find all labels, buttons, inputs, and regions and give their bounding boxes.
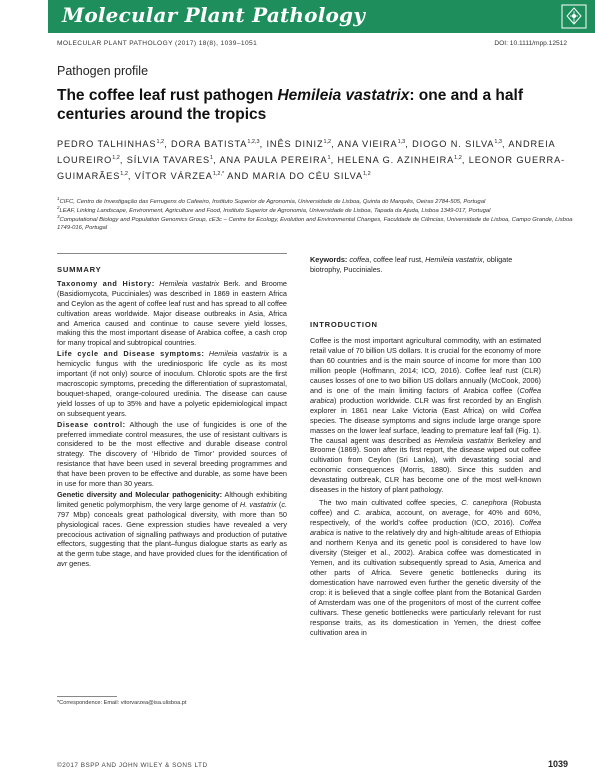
- summary-genetic: Genetic diversity and Molecular pathogenicity: Although exhibiting limited genetic polymorphism, the very large genome of H. vastatrix (c. 797 Mbp) conceals great pathological diversity, with more than 50 physiological races. Gene expression studies have revealed a very precocious activation of signalling pathways and production of putative effectors, suggesting that the plant–fungus dialogue starts as early as at the germ tube stage, and have provided clues for the identification of avr genes.: [57, 489, 287, 569]
- author-name: ANA PAULA PEREIRA$^1$: [219, 155, 331, 166]
- journal-citation: MOLECULAR PLANT PATHOLOGY (2017) 18(8), 1039–1051: [57, 40, 258, 47]
- author-name: ANDREIA LOUREIRO$^{1,2}$: [57, 139, 556, 166]
- journal-logo-icon: [561, 4, 587, 29]
- affiliation-3: $^3$Computational Biology and Population Genomics Group, cE3c – Centre for Ecology, Evolution and Environmental Changes, Faculdade de Ciências, Universidade de Lisboa, Campo Grande, Lisboa 1749-016, Portugal: [57, 214, 573, 232]
- author-name: DIOGO N. SILVA$^{1,3}$: [412, 139, 502, 150]
- summary-control: Disease control: Although the use of fungicides is one of the preferred immediate control measures, the use of resistant cultivars is considered to be the most effective and durable disease control strategy. The discovery of ‘Híbrido de Timor’ provided sources of resistance that have been used in several breeding programmes and that have been proven to be effective and durable, as some have been in use for more than 30 years.: [57, 419, 287, 489]
- summary-heading: SUMMARY: [57, 265, 102, 274]
- author-name: ANA VIEIRA$^{1,3}$: [337, 139, 406, 150]
- section-label: Pathogen profile: [57, 64, 149, 78]
- page-number: 1039: [547, 759, 568, 769]
- copyright: ©2017 BSPP AND JOHN WILEY & SONS LTD: [57, 762, 208, 769]
- intro-paragraph-1: Coffee is the most important agricultural commodity, with an estimated retail value of 70 billion US dollars. It is crucial for the economy of more than 60 countries and is the main source of income for more than 100 million people (Hoffmann, 2014; ICO, 2016). Coffee leaf rust (CLR) causes losses of one to two billion US dollars annually (McCook, 2006) and is one of the main limiting factors of Arabica coffee (Coffea arabica) production worldwide. CLR was first recorded by an English explorer in 1861 near Lake Victoria (East Africa) on wild Coffea species. The disease symptoms and signs include large orange spore masses on the lower leaf surface, leading to premature leaf fall (Fig. 1). The causal agent was described as Hemileia vastatrix Berkeley and Broome (1869). Soon after its first report, the disease wiped out coffee cultivation from Ceylon (Sri Lanka), with devastating social and economic consequences (Morris, 1880). Since this sudden and devastating outbreak, CLR has become one of the most well-known diseases in the history of plant pathology.: [310, 336, 541, 495]
- keywords: Keywords: coffea, coffee leaf rust, Hemileia vastatrix, obligate biotrophy, Pucciniales.: [310, 255, 513, 274]
- divider: [57, 253, 287, 254]
- introduction-heading: INTRODUCTION: [310, 320, 378, 329]
- summary-section: [57, 265, 287, 570]
- journal-banner: [48, 0, 595, 33]
- summary-taxonomy: Taxonomy and History: Hemileia vastatrix Berk. and Broome (Basidiomycota, Pucciniales) was described in 1869 in eastern Africa and Ceylon as the agent of coffee leaf rust and has spread to all coffee cultivation areas worldwide. Major disease outbreaks in Asia, Africa and America caused and continue to cause severe yield losses, making this the most important disease of Arabica coffee, a cash crop for many tropical and subtropical countries.: [57, 278, 287, 348]
- introduction-body: [310, 336, 541, 638]
- author-name: DORA BATISTA$^{1,2,3}$: [171, 139, 260, 150]
- author-name: PEDRO TALHINHAS$^{1,2}$: [57, 139, 165, 150]
- author-name: SÍLVIA TAVARES$^1$: [126, 155, 214, 166]
- doi-link[interactable]: DOI: 10.1111/mpp.12512: [494, 40, 567, 47]
- correspondence-note: *Correspondence: Email: vitorvarzea@isa.ulisboa.pt: [57, 700, 187, 706]
- footnote-divider: [57, 696, 117, 697]
- affiliation-1: $^1$CIFC, Centro de Investigação das Ferrugens do Cafeeiro, Instituto Superior de Agronomia, Universidade de Lisboa, Quinta do Marquês, Oeiras 2784-505, Portugal: [57, 196, 486, 205]
- author-list: PEDRO TALHINHAS$^{1,2}$, DORA BATISTA$^{1,2,3}$, INÊS DINIZ$^{1,2}$, ANA VIEIRA$^{1,3}$, DIOGO N. SILVA$^{1,3}$, ANDREIA LOUREIRO$^{1,2}$, SÍLVIA TAVARES$^1$, ANA PAULA PEREIRA$^1$, HELENA G. AZINHEIRA$^{1,2}$, LEONOR GUERRA-GUIMARÃES$^{1,2}$, VÍTOR $VÁRZEA^{1,2,*}$ AND MARIA DO CÉU SILVA$^{1,2}$: [57, 139, 566, 182]
- intro-paragraph-2: The two main cultivated coffee species, C. canephora (Robusta coffee) and C. arabica, account, on average, for 40% and 60%, respectively, of the world’s coffee production (ICO, 2016). Coffea arabica is native to the relatively dry and high-altitude areas of Ethiopia and northern Kenya and its genetic pool is considered to have low diversity (Steiger et al., 2002). Arabica coffee was domesticated in Yemen, and its cultivation subsequently spread to Asia, America and other parts of Africa. Severe genetic bottlenecks during its domestication have narrowed even further the genetic diversity of the crop: it is believed that a single coffee plant from the Botanical Garden of Amsterdam was one of the progenitors of most of the current coffee cultivars. These genetic bottlenecks were particularly relevant for rust response traits, as its domestication in Yemen, the driest coffee cultivation area in: [310, 498, 542, 637]
- author-name: AND MARIA DO CÉU SILVA$^{1,2}$: [227, 171, 371, 182]
- author-name: VÍTOR $VÁRZEA^{1,2,*}$: [134, 171, 225, 182]
- article-title: The coffee leaf rust pathogen Hemileia vastatrix: one and a half centuries around the tropics: [57, 87, 523, 123]
- affiliation-2: $^2$LEAF, Linking Landscape, Environment, Agriculture and Food, Instituto Superior de Agronomia, Universidade de Lisboa, Tapada da Ajuda, Lisboa 1349-017, Portugal: [57, 205, 491, 214]
- author-name: HELENA G. AZINHEIRA$^{1,2}$: [337, 155, 462, 166]
- author-name: INÊS DINIZ$^{1,2}$: [266, 139, 332, 150]
- author-name: LEONOR GUERRA-GUIMARÃES$^{1,2}$: [57, 155, 566, 182]
- journal-title: Molecular Plant Pathology: [62, 3, 366, 27]
- summary-lifecycle: Life cycle and Disease symptoms: Hemileia vastatrix is a hemicyclic fungus with the urediniosporic life cycle as its most important (if not only) source of inoculum. Chlorotic spots are the first macroscopic symptoms, preceding the differentiation of suprastomatal, bouquet-shaped, orange-coloured uredinia. The disease can cause yield losses of up to 35% and have a polyetic epidemiological impact on subsequent years.: [57, 349, 287, 418]
